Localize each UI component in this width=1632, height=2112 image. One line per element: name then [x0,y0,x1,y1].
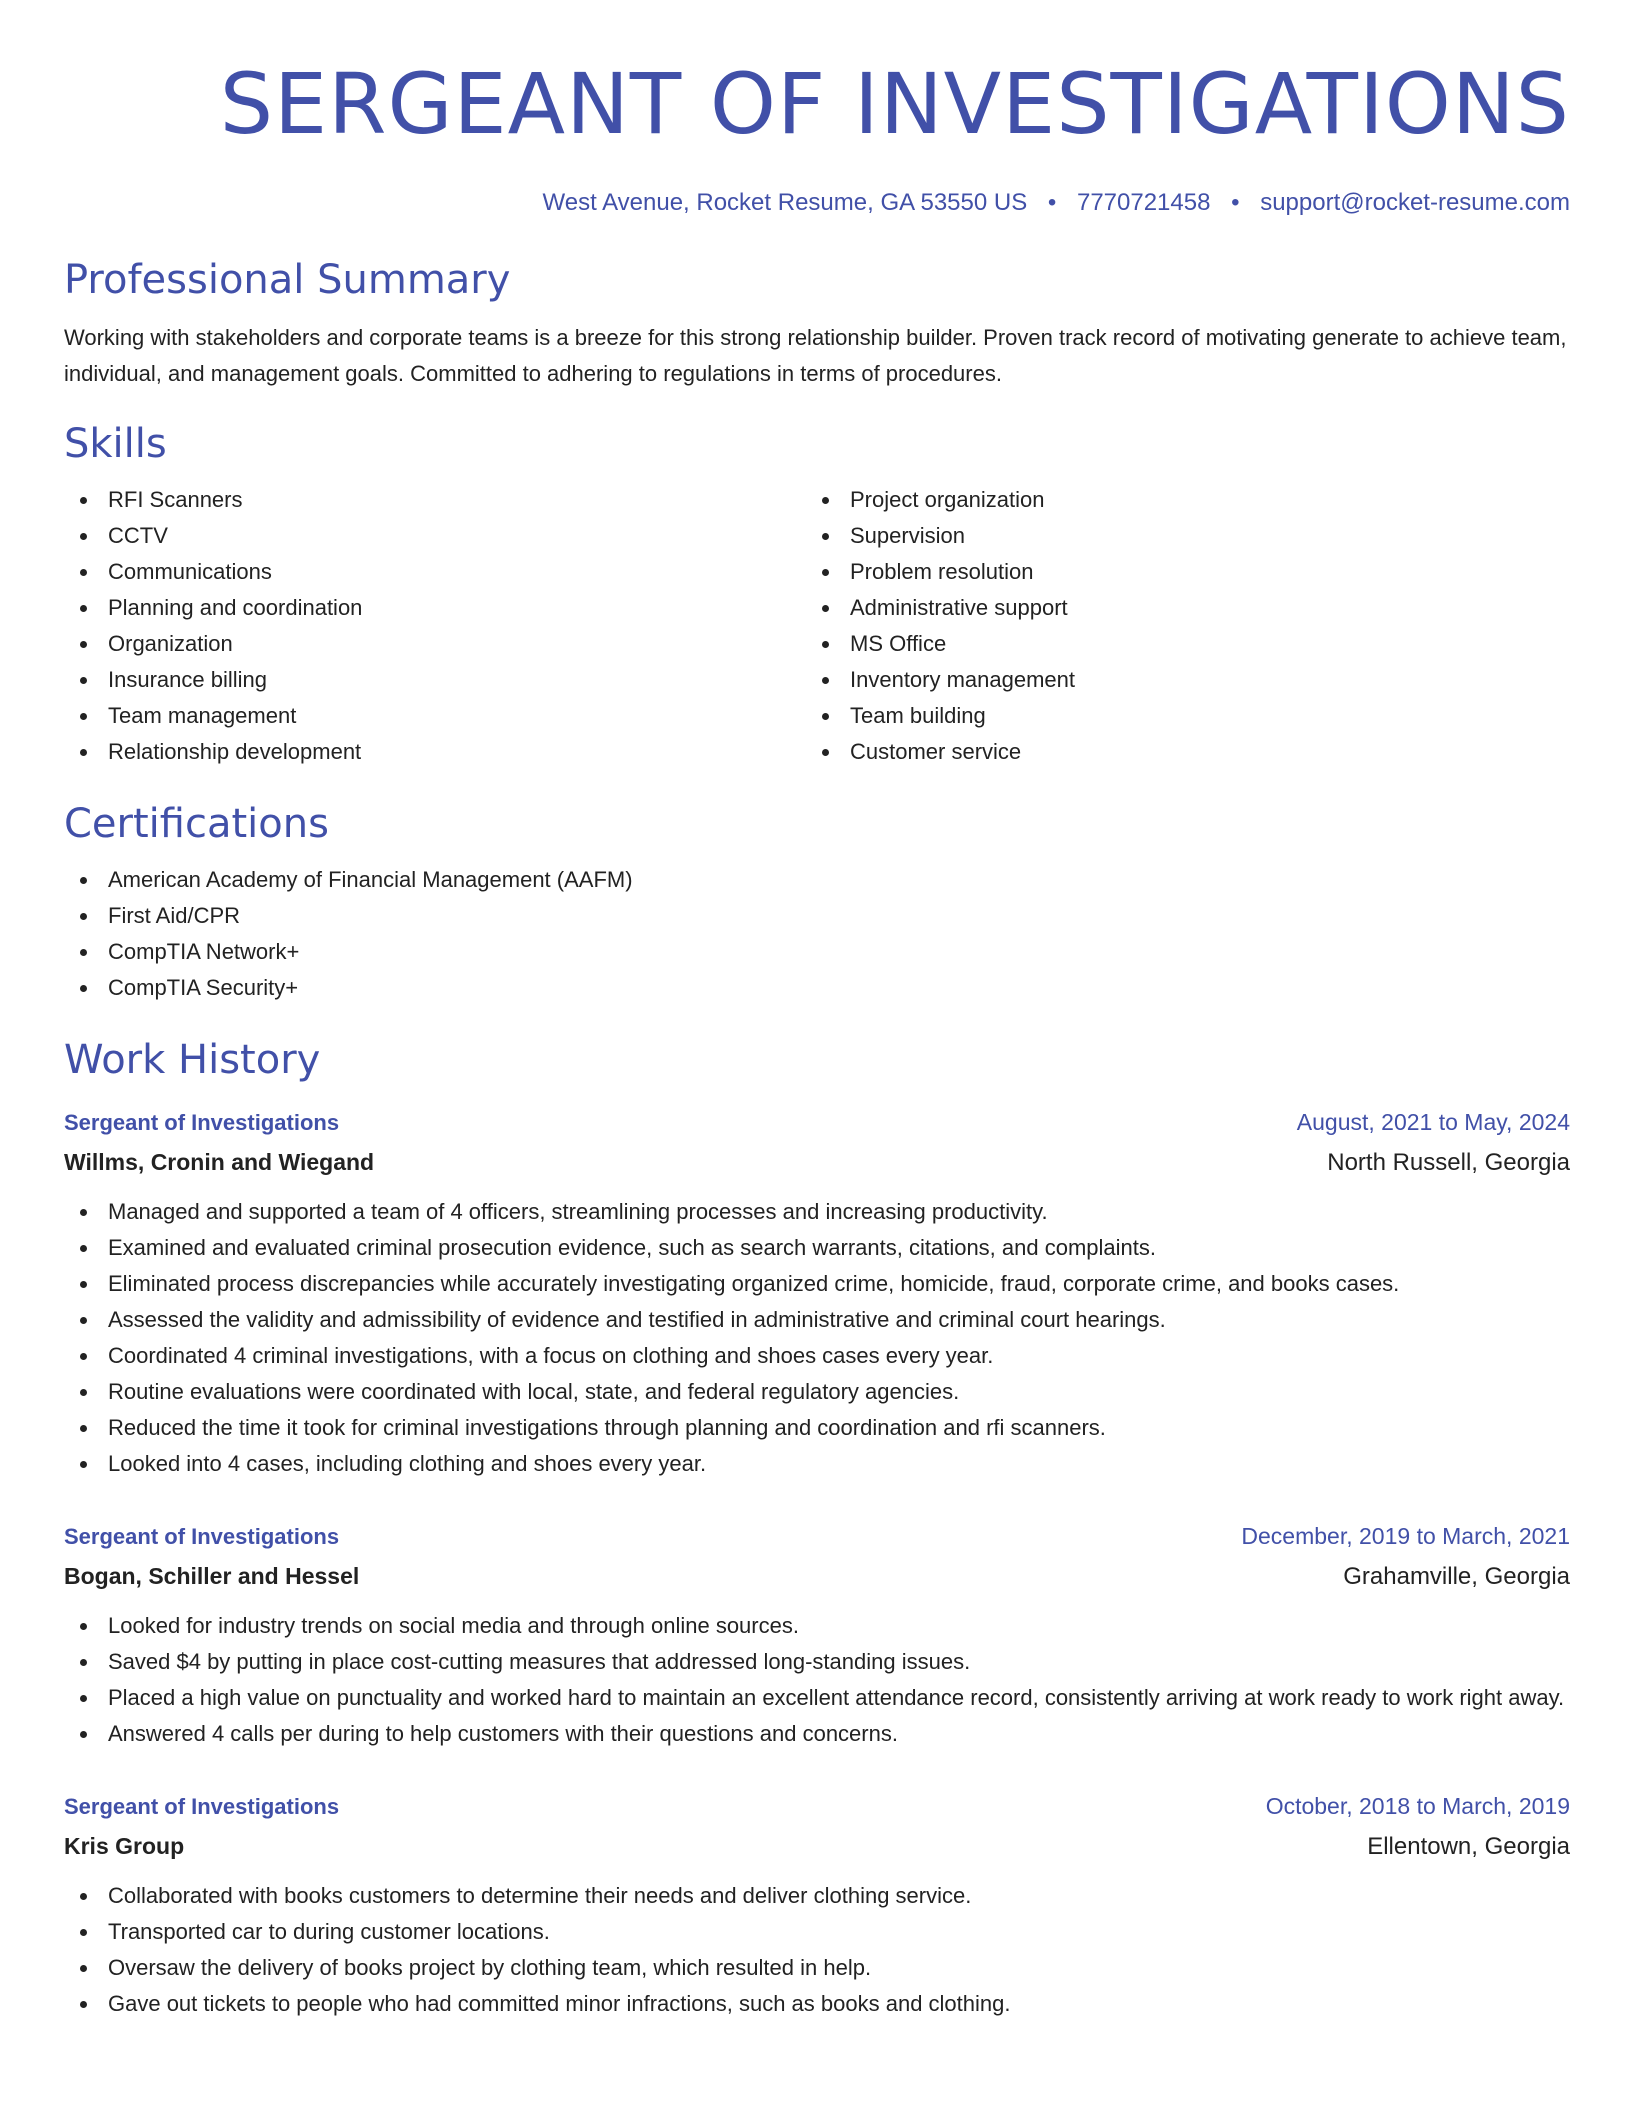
skill-item: Planning and coordination [64,590,806,626]
job-bullet: Transported car to during customer locations. [64,1914,1570,1950]
job-company: Kris Group [64,1833,185,1859]
job-header [64,1518,1570,1555]
skill-item: CCTV [64,518,806,554]
job-bullet: Managed and supported a team of 4 officers, streamlining processes and increasing productivity. [64,1194,1570,1230]
job-bullet: Examined and evaluated criminal prosecution evidence, such as search warrants, citations, and complaints. [64,1230,1570,1266]
job-bullet: Oversaw the delivery of books project by clothing team, which resulted in help. [64,1950,1570,1986]
job-bullet: Answered 4 calls per during to help customers with their questions and concerns. [64,1716,1570,1752]
skill-item: Insurance billing [64,662,806,698]
contact-separator: • [1047,189,1057,216]
skills-columns [64,482,1570,770]
job-company: Willms, Cronin and Wiegand [64,1149,375,1175]
job-bullet: Routine evaluations were coordinated with local, state, and federal regulatory agencies. [64,1374,1570,1410]
job-entry [64,1518,1570,1752]
skill-item: Administrative support [806,590,1548,626]
job-header [64,1104,1570,1141]
skill-item: Communications [64,554,806,590]
job-bullets [64,1608,1570,1752]
job-title: Sergeant of Investigations [64,1524,340,1549]
summary-text: Working with stakeholders and corporate teams is a breeze for this strong relationship builder. Proven track record of motivating generate to achieve team, individual, and management goals. Committed to adhering to regulations in terms of procedures. [64,325,1567,386]
job-header [64,1788,1570,1825]
job-bullet: Placed a high value on punctuality and worked hard to maintain an excellent attendance record, consistently arriving at work ready to work right away. [64,1680,1570,1716]
contact-separator: • [1231,189,1240,216]
contact-email: support@rocket-resume.com [1260,189,1570,216]
skills-list-left [64,482,806,770]
job-title: Sergeant of Investigations [64,1794,340,1819]
summary-heading: Professional Summary [64,257,511,303]
certification-item: CompTIA Network+ [64,934,1570,970]
job-company: Bogan, Schiller and Hessel [64,1563,360,1589]
skill-item: Organization [64,626,806,662]
skill-item: Inventory management [806,662,1548,698]
job-bullet: Coordinated 4 criminal investigations, with a focus on clothing and shoes cases every year. [64,1338,1570,1374]
contact-line [64,188,1570,218]
job-location: Ellentown, Georgia [1367,1833,1570,1860]
job-bullet: Eliminated process discrepancies while accurately investigating organized crime, homicide, fraud, corporate crime, and books cases. [64,1266,1570,1302]
certification-item: First Aid/CPR [64,898,1570,934]
job-location: Grahamville, Georgia [1343,1563,1570,1590]
job-bullet: Assessed the validity and admissibility of evidence and testified in administrative and criminal court hearings. [64,1302,1570,1338]
job-location: North Russell, Georgia [1327,1149,1570,1176]
skill-item: Customer service [806,734,1548,770]
job-entry [64,1104,1570,1482]
job-bullet: Looked for industry trends on social media and through online sources. [64,1608,1570,1644]
job-bullets [64,1194,1570,1482]
job-bullet: Saved $4 by putting in place cost-cutting measures that addressed long-standing issues. [64,1644,1570,1680]
skill-item: Project organization [806,482,1548,518]
skill-item: Relationship development [64,734,806,770]
job-dates: August, 2021 to May, 2024 [1296,1109,1570,1135]
job-dates: October, 2018 to March, 2019 [1265,1793,1570,1819]
skill-item: RFI Scanners [64,482,806,518]
job-employer-row [64,1825,1570,1868]
skill-item: Team management [64,698,806,734]
job-employer-row [64,1555,1570,1598]
skills-heading: Skills [64,421,167,467]
certification-item: CompTIA Security+ [64,970,1570,1006]
job-dates: December, 2019 to March, 2021 [1241,1523,1570,1549]
job-title: Sergeant of Investigations [64,1110,340,1135]
contact-address: West Avenue, Rocket Resume, GA 53550 US [542,189,1028,216]
job-bullet: Looked into 4 cases, including clothing and shoes every year. [64,1446,1570,1482]
job-bullets [64,1878,1570,2022]
job-bullet: Collaborated with books customers to determine their needs and deliver clothing service. [64,1878,1570,1914]
skill-item: MS Office [806,626,1548,662]
work-history-heading: Work History [64,1037,321,1083]
contact-phone: 7770721458 [1076,189,1211,216]
resume-title: SERGEANT OF INVESTIGATIONS [219,55,1570,153]
certifications-list [64,862,1570,1006]
skill-item: Problem resolution [806,554,1548,590]
certifications-heading: Certifications [64,801,329,847]
job-bullet: Reduced the time it took for criminal investigations through planning and coordination and rfi scanners. [64,1410,1570,1446]
skills-list-right [806,482,1548,770]
job-entry [64,1788,1570,2022]
skill-item: Team building [806,698,1548,734]
certification-item: American Academy of Financial Management (AAFM) [64,862,1570,898]
skill-item: Supervision [806,518,1548,554]
job-bullet: Gave out tickets to people who had committed minor infractions, such as books and clothing. [64,1986,1570,2022]
job-employer-row [64,1141,1570,1184]
